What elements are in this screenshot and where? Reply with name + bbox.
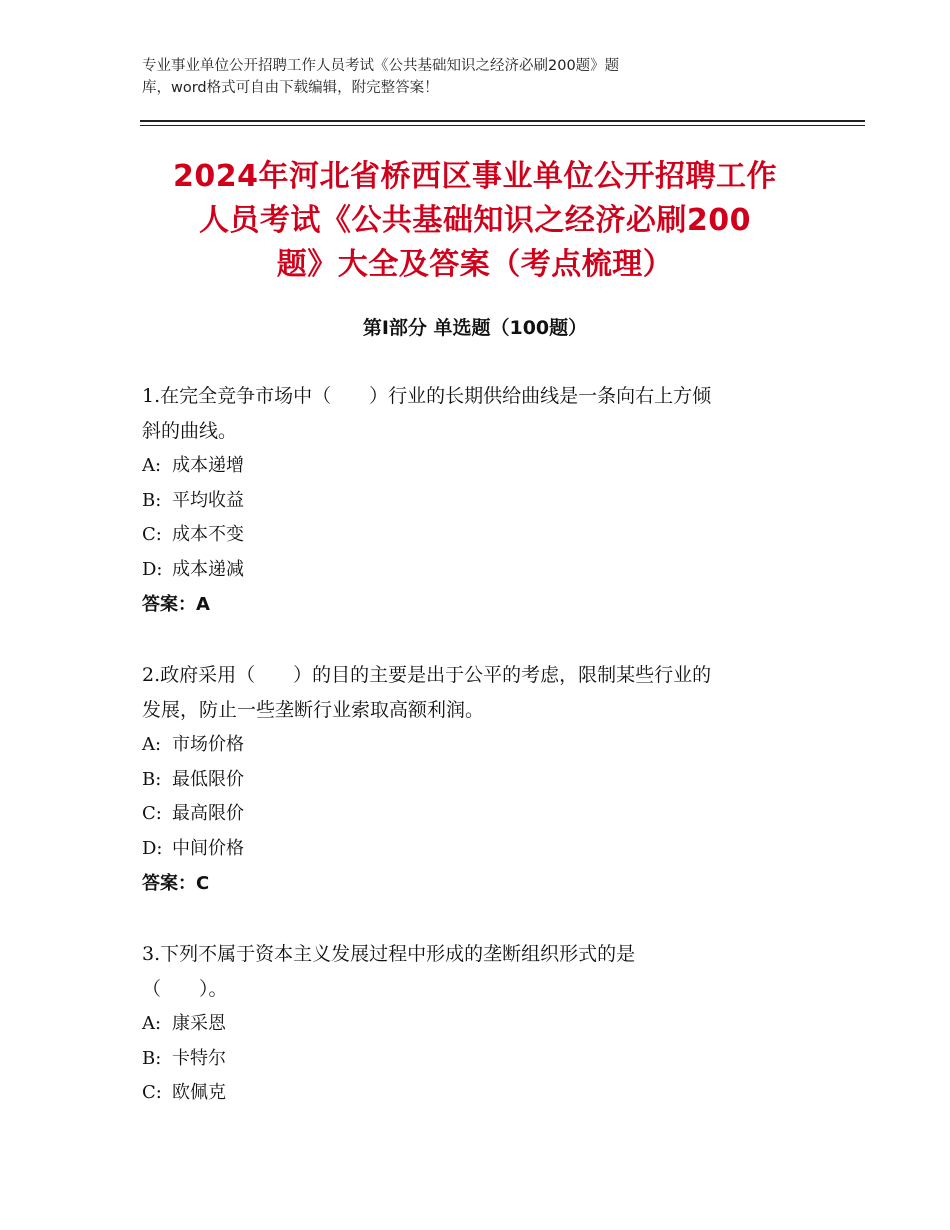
option-text: 中间价格 (172, 837, 244, 859)
answer-value: C (196, 873, 210, 894)
option-text: 市场价格 (172, 734, 244, 755)
option-text: 最低限价 (172, 768, 244, 790)
stem-line-2: （ ）。 (142, 978, 228, 1000)
answer-value: A (196, 594, 210, 615)
header-divider-thin (140, 125, 865, 126)
option-a (142, 449, 807, 484)
option-c (142, 1076, 807, 1111)
option-letter: B: (142, 1047, 162, 1069)
title-line-3: 题》大全及答案（考点梳理） (276, 247, 674, 282)
option-text: 成本递减 (172, 558, 244, 580)
option-b (142, 1042, 807, 1077)
header-divider-thick (140, 120, 865, 122)
option-text: 成本递增 (172, 455, 244, 476)
option-d (142, 832, 807, 867)
stem-line-1: 1.在完全竞争市场中（ ）行业的长期供给曲线是一条向右上方倾 (142, 385, 712, 407)
option-text: 康采恩 (172, 1013, 226, 1034)
stem-line-2: 斜的曲线。 (142, 420, 238, 442)
option-letter: A: (142, 734, 162, 755)
option-letter: B: (142, 489, 162, 511)
option-letter: C: (142, 1082, 162, 1103)
option-text: 平均收益 (172, 489, 244, 511)
stem-line-1: 2.政府采用（ ）的目的主要是出于公平的考虑，限制某些行业的 (142, 664, 712, 686)
question-3 (142, 937, 807, 1111)
answer-label: 答案： (142, 594, 196, 615)
option-b (142, 763, 807, 798)
option-letter: B: (142, 768, 162, 790)
question-stem (142, 937, 807, 1007)
stem-line-1: 3.下列不属于资本主义发展过程中形成的垄断组织形式的是 (142, 943, 636, 965)
option-letter: C: (142, 524, 162, 545)
option-text: 欧佩克 (172, 1082, 226, 1103)
answer-line (142, 587, 807, 622)
header-line-2: 库，word格式可自由下载编辑，附完整答案！ (142, 80, 439, 96)
option-letter: C: (142, 803, 162, 824)
answer-line (142, 866, 807, 901)
option-a (142, 728, 807, 763)
question-stem (142, 658, 807, 728)
option-text: 最高限价 (172, 803, 244, 824)
option-letter: D: (142, 558, 163, 580)
option-b (142, 484, 807, 519)
header-line-1: 专业事业单位公开招聘工作人员考试《公共基础知识之经济必刷200题》题 (142, 58, 620, 74)
option-letter: A: (142, 455, 162, 476)
question-2 (142, 658, 807, 901)
question-stem (142, 379, 807, 449)
option-letter: A: (142, 1013, 162, 1034)
document-header (142, 55, 772, 99)
option-d (142, 553, 807, 588)
question-1 (142, 379, 807, 622)
option-letter: D: (142, 837, 163, 859)
title-line-2: 人员考试《公共基础知识之经济必刷200 (198, 203, 752, 238)
option-text: 成本不变 (172, 524, 244, 545)
option-c (142, 518, 807, 553)
title-line-1: 2024年河北省桥西区事业单位公开招聘工作 (173, 159, 777, 194)
document-title (120, 155, 830, 287)
answer-label: 答案： (142, 873, 196, 894)
option-a (142, 1007, 807, 1042)
section-title: 第Ⅰ部分 单选题（100题） (362, 317, 588, 339)
option-c (142, 797, 807, 832)
option-text: 卡特尔 (172, 1047, 226, 1069)
stem-line-2: 发展，防止一些垄断行业索取高额利润。 (142, 699, 485, 721)
question-list (142, 379, 807, 1147)
